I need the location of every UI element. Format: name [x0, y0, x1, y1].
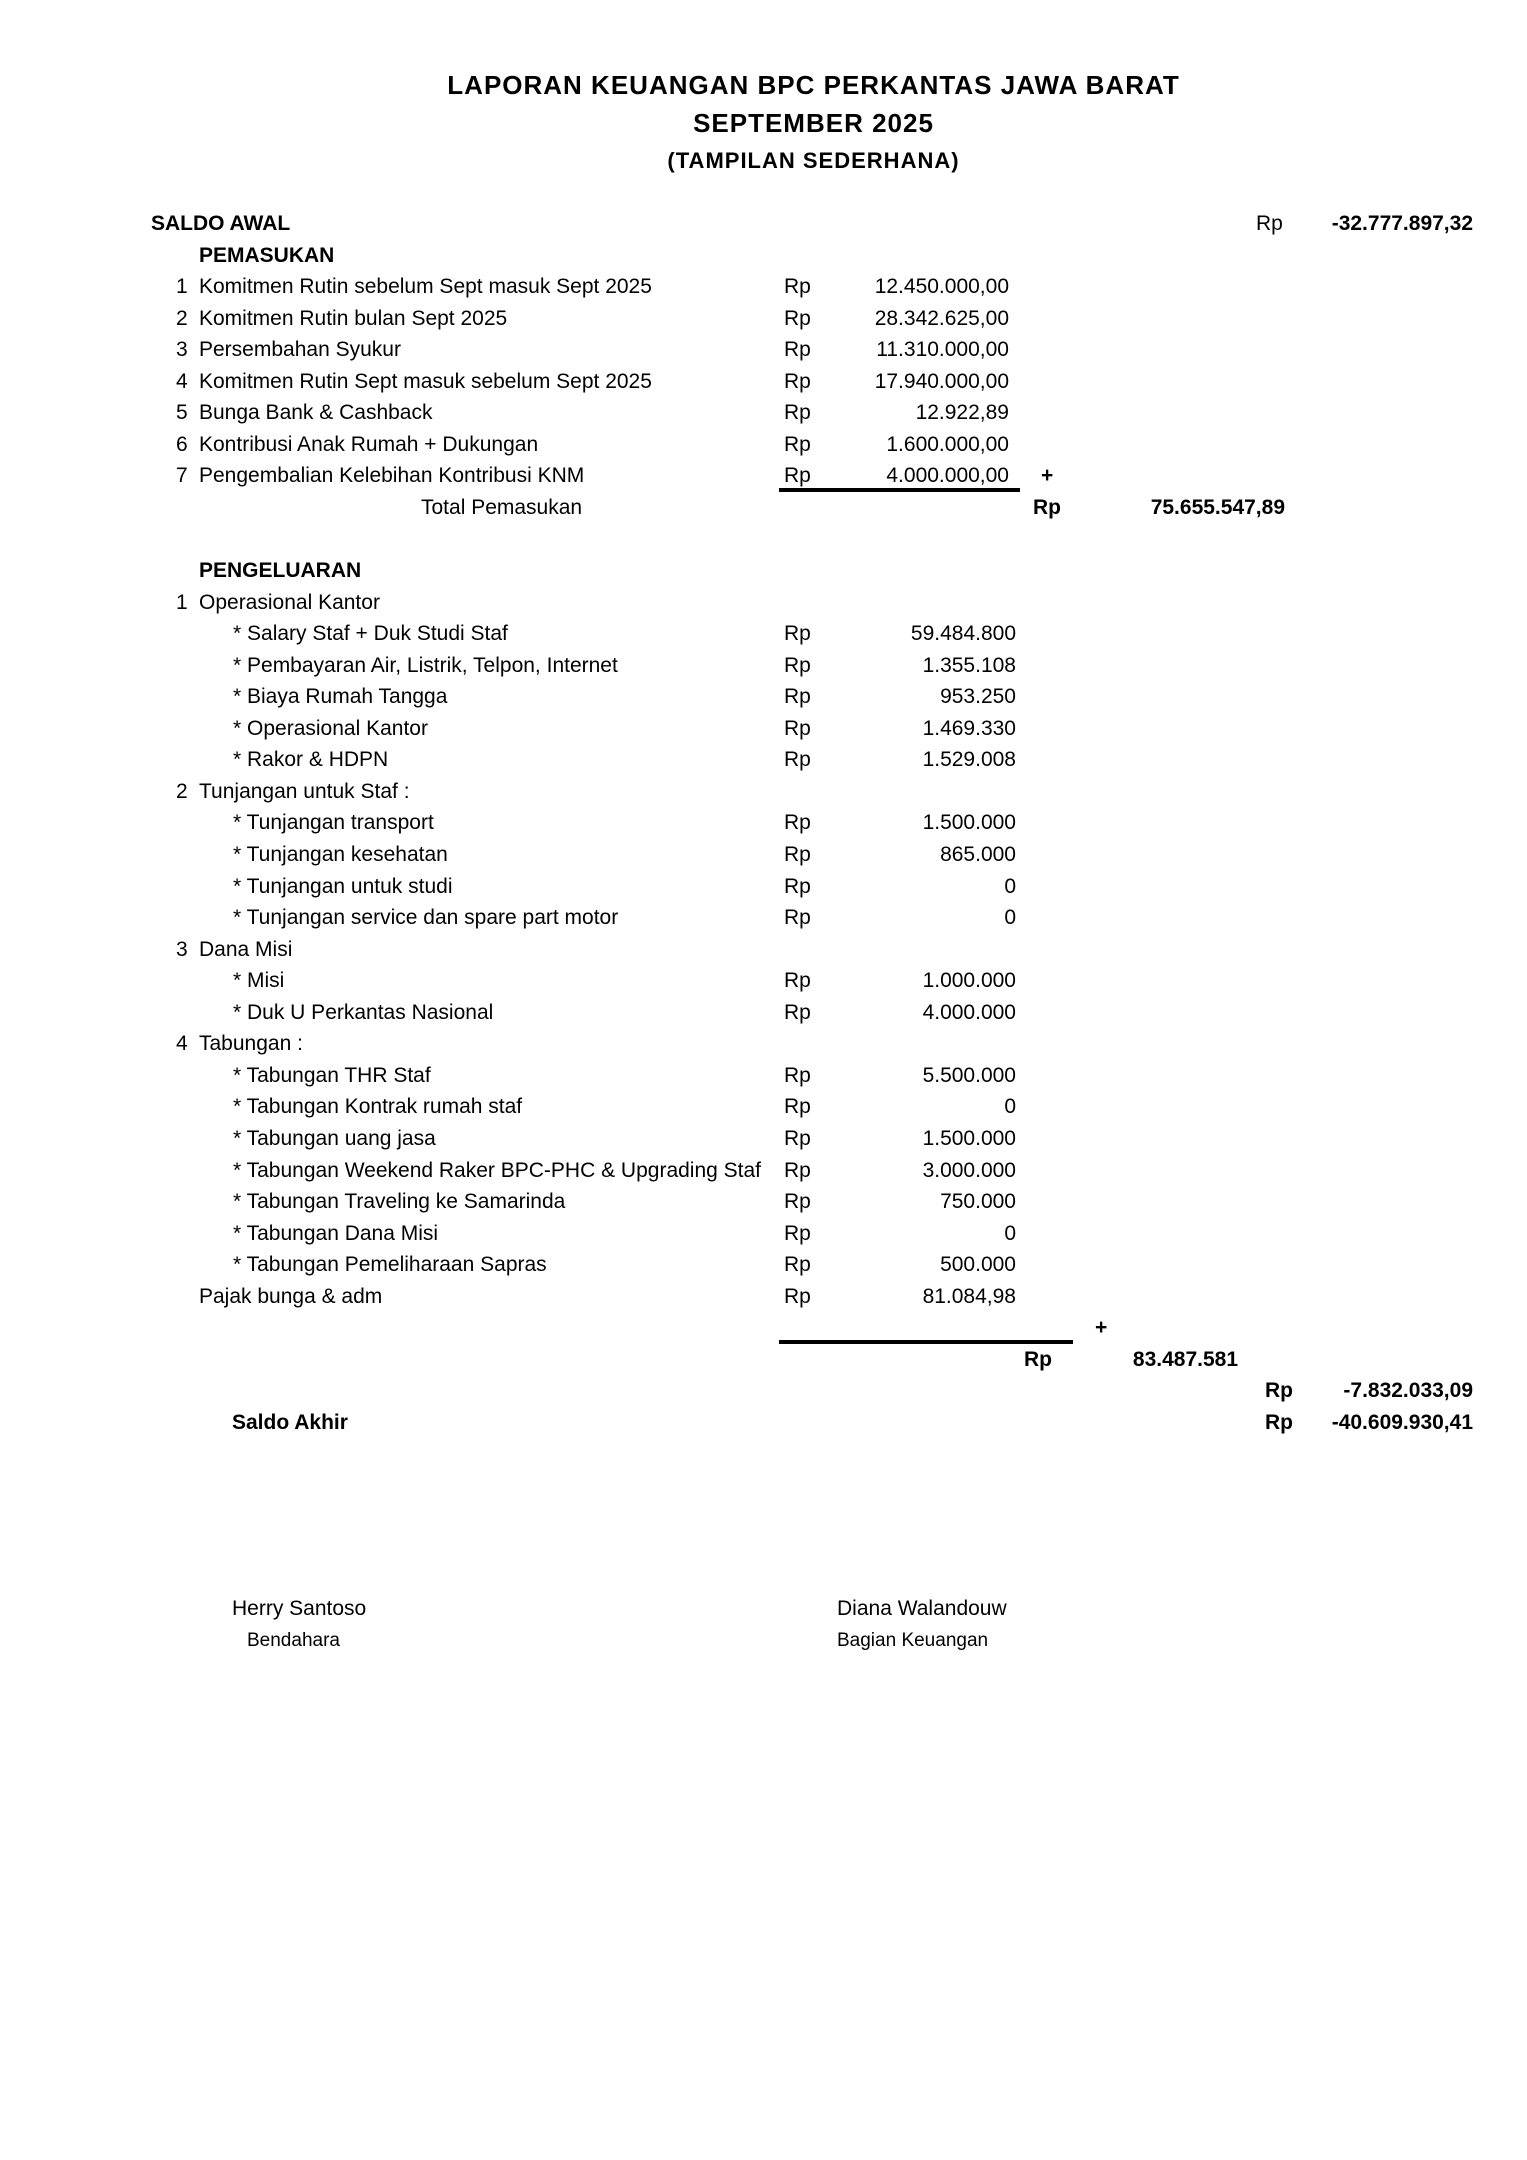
- item-amount: 750.000: [940, 1190, 1016, 1214]
- item-amount: 28.342.625,00: [874, 306, 1009, 330]
- currency-label: Rp: [1033, 495, 1061, 519]
- saldo-akhir-row: [0, 1407, 1527, 1438]
- item-number: 3: [176, 338, 188, 362]
- item-label: Pajak bunga & adm: [199, 1284, 383, 1308]
- currency-label: Rp: [784, 1253, 811, 1277]
- group-label: Tunjangan untuk Staf :: [199, 779, 410, 803]
- group-number: 1: [176, 590, 188, 614]
- item-amount: 0: [1004, 874, 1016, 898]
- currency-label: Rp: [1024, 1347, 1052, 1371]
- expense-sum-line: [779, 1340, 1073, 1344]
- currency-label: Rp: [784, 843, 811, 866]
- selisih-value: -7.832.033,09: [1343, 1379, 1473, 1403]
- saldo-akhir-label: Saldo Akhir: [232, 1410, 348, 1434]
- expense-item-row: [0, 839, 1527, 870]
- group-label: Tabungan :: [199, 1032, 303, 1056]
- group-label: Operasional Kantor: [199, 590, 380, 614]
- report-title: LAPORAN KEUANGAN BPC PERKANTAS JAWA BARAT: [447, 70, 1180, 100]
- item-amount: 12.450.000,00: [874, 275, 1009, 299]
- expense-item-row: [0, 1249, 1527, 1280]
- item-label: Komitmen Rutin Sept masuk sebelum Sept 2025: [199, 369, 652, 393]
- signature-name-2: Diana Walandouw: [837, 1597, 1007, 1620]
- currency-label: Rp: [784, 811, 811, 835]
- currency-label: Rp: [784, 685, 811, 709]
- total-pemasukan-row: [0, 492, 1527, 523]
- expense-group-row: [0, 587, 1527, 618]
- total-pemasukan-value: 75.655.547,89: [1150, 495, 1285, 519]
- item-number: 5: [176, 401, 188, 425]
- item-label: * Tabungan Kontrak rumah staf: [233, 1095, 523, 1119]
- item-number: 2: [176, 306, 188, 330]
- income-item-row: [0, 460, 1527, 491]
- income-item-row: [0, 271, 1527, 302]
- item-label: * Tunjangan untuk studi: [233, 874, 453, 898]
- plus-sign: +: [1095, 1316, 1108, 1340]
- item-amount: 81.084,98: [922, 1284, 1016, 1308]
- pemasukan-heading: [0, 240, 1527, 271]
- total-pengeluaran-value: 83.487.581: [1132, 1347, 1238, 1371]
- item-label: Pengembalian Kelebihan Kontribusi KNM: [199, 464, 585, 488]
- item-amount: 500.000: [940, 1253, 1016, 1277]
- currency-label: Rp: [1256, 212, 1283, 235]
- item-label: * Salary Staf + Duk Studi Staf: [233, 622, 508, 646]
- item-label: * Tabungan Dana Misi: [233, 1221, 439, 1245]
- currency-label: Rp: [784, 748, 811, 772]
- currency-label: Rp: [784, 432, 811, 456]
- group-label: Dana Misi: [199, 937, 293, 961]
- expense-group-row: [0, 1028, 1527, 1059]
- currency-label: Rp: [784, 1063, 811, 1087]
- item-amount: 0: [1004, 1221, 1016, 1245]
- pajak-row: [0, 1281, 1527, 1312]
- currency-label: Rp: [784, 1000, 811, 1024]
- item-amount: 59.484.800: [910, 622, 1016, 646]
- expense-item-row: [0, 1091, 1527, 1122]
- item-amount: 17.940.000,00: [874, 369, 1009, 393]
- item-label: Persembahan Syukur: [199, 338, 401, 362]
- income-item-row: [0, 397, 1527, 428]
- item-label: * Tabungan uang jasa: [233, 1126, 436, 1150]
- pengeluaran-heading: [0, 555, 1527, 586]
- item-amount: 3.000.000: [922, 1158, 1016, 1182]
- item-label: Kontribusi Anak Rumah + Dukungan: [199, 432, 539, 456]
- item-label: * Tunjangan kesehatan: [233, 843, 448, 866]
- selisih-row: [0, 1375, 1527, 1406]
- total-label: Total Pemasukan: [421, 495, 583, 519]
- section-heading: PENGELUARAN: [199, 559, 362, 583]
- expense-item-row: [0, 744, 1527, 775]
- expense-item-row: [0, 618, 1527, 649]
- income-sum-line: [779, 488, 1020, 492]
- item-amount: 1.600.000,00: [886, 432, 1009, 456]
- item-number: 4: [176, 369, 188, 393]
- currency-label: Rp: [784, 464, 811, 488]
- item-amount: 4.000.000,00: [886, 464, 1009, 488]
- item-amount: 0: [1004, 1095, 1016, 1119]
- currency-label: Rp: [784, 1126, 811, 1150]
- expense-item-row: [0, 1186, 1527, 1217]
- signature-name-1: Herry Santoso: [232, 1597, 367, 1620]
- expense-item-row: [0, 807, 1527, 838]
- item-number: 7: [176, 464, 188, 488]
- expense-item-row: [0, 997, 1527, 1028]
- expense-item-row: [0, 902, 1527, 933]
- item-label: * Pembayaran Air, Listrik, Telpon, Internet: [233, 653, 618, 677]
- item-amount: 1.500.000: [922, 1126, 1016, 1150]
- item-amount: 865.000: [940, 843, 1016, 866]
- currency-label: Rp: [1265, 1410, 1293, 1434]
- currency-label: Rp: [784, 275, 811, 299]
- section-heading: PEMASUKAN: [199, 243, 335, 267]
- signature-role-1: Bendahara: [247, 1630, 340, 1651]
- item-amount: 11.310.000,00: [876, 338, 1009, 362]
- currency-label: Rp: [784, 1095, 811, 1119]
- plus-sign: +: [1041, 464, 1054, 488]
- item-label: * Tunjangan service dan spare part motor: [233, 906, 619, 930]
- item-amount: 5.500.000: [922, 1063, 1016, 1087]
- expense-item-row: [0, 1155, 1527, 1186]
- currency-label: Rp: [784, 306, 811, 330]
- expense-group-row: [0, 776, 1527, 807]
- currency-label: Rp: [784, 653, 811, 677]
- item-label: * Duk U Perkantas Nasional: [233, 1000, 494, 1024]
- currency-label: Rp: [784, 338, 811, 362]
- group-number: 4: [176, 1032, 188, 1056]
- item-label: * Misi: [233, 969, 285, 993]
- item-label: Bunga Bank & Cashback: [199, 401, 433, 425]
- saldo-awal-label: SALDO AWAL: [151, 212, 291, 235]
- item-label: * Rakor & HDPN: [233, 748, 389, 772]
- expense-item-row: [0, 871, 1527, 902]
- total-pengeluaran-row: [0, 1344, 1527, 1375]
- currency-label: Rp: [784, 1190, 811, 1214]
- currency-label: Rp: [784, 401, 811, 425]
- income-item-row: [0, 334, 1527, 365]
- item-amount: 1.000.000: [922, 969, 1016, 993]
- currency-label: Rp: [1265, 1379, 1293, 1403]
- item-amount: 1.355.108: [922, 653, 1016, 677]
- item-label: * Biaya Rumah Tangga: [233, 685, 448, 709]
- saldo-awal-value: -32.777.897,32: [1331, 212, 1473, 235]
- item-label: * Tunjangan transport: [233, 811, 434, 835]
- currency-label: Rp: [784, 1221, 811, 1245]
- currency-label: Rp: [784, 906, 811, 930]
- item-label: * Operasional Kantor: [233, 716, 428, 740]
- income-item-row: [0, 429, 1527, 460]
- item-label: Komitmen Rutin bulan Sept 2025: [199, 306, 508, 330]
- currency-label: Rp: [784, 969, 811, 993]
- saldo-awal-row: [0, 208, 1527, 239]
- group-number: 3: [176, 937, 188, 961]
- expense-group-row: [0, 934, 1527, 965]
- signature-role-2: Bagian Keuangan: [837, 1630, 989, 1651]
- report-period: SEPTEMBER 2025: [693, 108, 934, 138]
- item-amount: 1.529.008: [922, 748, 1016, 772]
- expense-item-row: [0, 1060, 1527, 1091]
- item-label: * Tabungan THR Staf: [233, 1063, 431, 1087]
- item-label: * Tabungan Traveling ke Samarinda: [233, 1190, 566, 1214]
- currency-label: Rp: [784, 716, 811, 740]
- item-number: 1: [176, 275, 188, 299]
- expense-item-row: [0, 713, 1527, 744]
- item-label: * Tabungan Pemeliharaan Sapras: [233, 1253, 547, 1277]
- group-number: 2: [176, 779, 188, 803]
- expense-item-row: [0, 965, 1527, 996]
- expense-item-row: [0, 1218, 1527, 1249]
- expense-plus-row: [0, 1312, 1527, 1343]
- currency-label: Rp: [784, 874, 811, 898]
- saldo-akhir-value: -40.609.930,41: [1331, 1410, 1473, 1434]
- item-label: * Tabungan Weekend Raker BPC-PHC & Upgrading Staf: [233, 1158, 762, 1182]
- item-label: Komitmen Rutin sebelum Sept masuk Sept 2025: [199, 275, 652, 299]
- item-amount: 1.469.330: [922, 716, 1016, 740]
- report-subtitle: (TAMPILAN SEDERHANA): [667, 148, 960, 173]
- income-item-row: [0, 366, 1527, 397]
- item-amount: 4.000.000: [922, 1000, 1016, 1024]
- item-amount: 0: [1004, 906, 1016, 930]
- expense-item-row: [0, 650, 1527, 681]
- income-item-row: [0, 303, 1527, 334]
- item-number: 6: [176, 432, 188, 456]
- currency-label: Rp: [784, 622, 811, 646]
- item-amount: 12.922,89: [915, 401, 1009, 425]
- expense-item-row: [0, 681, 1527, 712]
- currency-label: Rp: [784, 369, 811, 393]
- expense-item-row: [0, 1123, 1527, 1154]
- item-amount: 1.500.000: [922, 811, 1016, 835]
- currency-label: Rp: [784, 1284, 811, 1308]
- item-amount: 953.250: [940, 685, 1016, 709]
- currency-label: Rp: [784, 1158, 811, 1182]
